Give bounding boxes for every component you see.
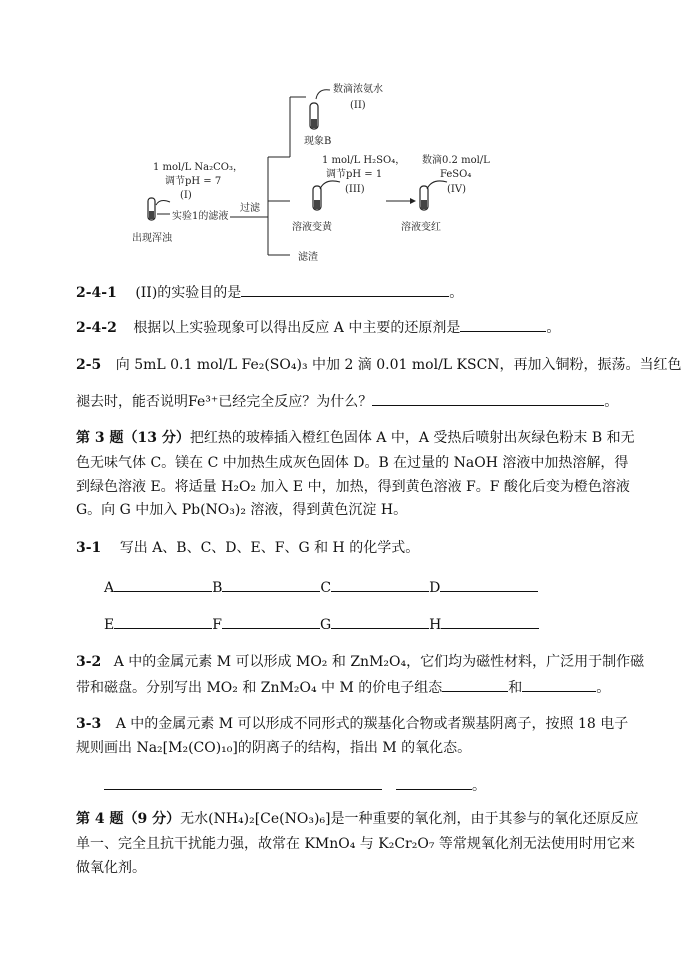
label-residue: 滤渣 — [298, 252, 318, 263]
question-text: 写出 A、B、C、D、E、F、G 和 H 的化学式。 — [119, 540, 420, 556]
question-2-4-2: 2-4-2 根据以上实验现象可以得出反应 A 中主要的还原剂是 。 — [76, 316, 560, 338]
question-3-line1: 第 3 题（13 分）把红热的玻棒插入橙红色固体 A 中，A 受热后喷射出灰绿色粉末 B 和无 — [76, 430, 635, 446]
label-feso4-1: 数滴0.2 mol/L — [422, 155, 490, 166]
answer-blank-a[interactable] — [114, 576, 212, 592]
question-number: 3-3 — [76, 716, 102, 732]
answer-blank-znm2o4[interactable] — [522, 676, 596, 692]
question-text: A 中的金属元素 M 可以形成不同形式的羰基化合物或者羰基阴离子，按照 18 电子 — [115, 716, 629, 732]
question-3-line3: 到绿色溶液 E。将适量 H₂O₂ 加入 E 中，加热，得到黄色溶液 F。F 酸化后变为橙色溶液 — [76, 479, 630, 495]
answer-blank-f[interactable] — [222, 613, 320, 629]
question-3-line4: G。向 G 中加入 Pb(NO₃)₂ 溶液，得到黄色沉淀 H。 — [76, 502, 408, 518]
question-3-3-answers: 。 — [104, 774, 486, 796]
question-4-line3: 做氧化剂。 — [76, 860, 146, 876]
label-phenomenon-b: 现象B — [304, 136, 332, 147]
question-4-line2: 单一、完全且抗干扰能力强，故常在 KMnO₄ 与 K₂Cr₂O₇ 等常规氧化剂无法使用时用它来 — [76, 836, 635, 852]
answer-row-2: E F G H — [104, 613, 539, 635]
question-3-3 — [76, 714, 628, 734]
test-tube-1 — [148, 198, 155, 220]
question-number: 3-2 — [76, 654, 102, 670]
reagent-arrow-1 — [156, 201, 170, 205]
question-3-1 — [76, 538, 419, 558]
question-2-4-1: 2-4-1 (II)的实验目的是 。 — [76, 281, 463, 303]
question-text: A 中的金属元素 M 可以形成 MO₂ 和 ZnM₂O₄，它们均为磁性材料，广泛用于制作磁 — [113, 654, 645, 670]
answer-blank-b[interactable] — [222, 576, 320, 592]
reagent-arrow-4 — [427, 181, 447, 189]
answer-blank-c[interactable] — [331, 576, 429, 592]
question-3-2-line2: 带和磁盘。分别写出 MO₂ 和 ZnM₂O₄ 中 M 的价电子组态 和 。 — [76, 676, 610, 698]
label-filter: 过滤 — [240, 203, 260, 214]
answer-blank-oxidation-state[interactable] — [396, 774, 472, 790]
answer-blank-structure[interactable] — [104, 774, 382, 790]
question-4-line1: 第 4 题（9 分）无水(NH₄)₂[Ce(NO₃)₆]是一种重要的氧化剂，由于其参与的氧化还原反应 — [76, 811, 639, 827]
question-3-3-line2: 规则画出 Na₂[M₂(CO)₁₀]的阴离子的结构，指出 M 的氧化态。 — [76, 740, 472, 756]
question-number: 3-1 — [76, 540, 102, 556]
reagent-arrow-3 — [320, 181, 340, 189]
label-red: 溶液变红 — [401, 222, 441, 233]
label-h2so4-2: 调节pH = 1 — [326, 169, 383, 180]
test-tube-4 — [420, 186, 428, 210]
question-text: (II)的实验目的是 — [135, 285, 242, 301]
test-tube-2 — [310, 103, 318, 129]
answer-row-1: A B C D — [104, 576, 538, 598]
question-3-2 — [76, 652, 644, 672]
label-h2so4-1: 1 mol/L H₂SO₄， — [322, 155, 406, 166]
question-number: 2-4-1 — [76, 285, 117, 301]
label-step1: (I) — [180, 190, 192, 201]
label-feso4-2: FeSO₄ — [440, 169, 472, 180]
answer-blank[interactable] — [460, 316, 546, 332]
question-4-heading: 第 4 题（9 分） — [76, 811, 181, 827]
label-ammonia: 数滴浓氨水 — [333, 84, 383, 95]
question-text: 根据以上实验现象可以得出反应 A 中主要的还原剂是 — [133, 320, 461, 336]
label-step4: (IV) — [447, 184, 466, 195]
answer-blank-mo2[interactable] — [442, 676, 508, 692]
question-3-line2: 色无味气体 C。镁在 C 中加热生成灰色固体 D。B 在过量的 NaOH 溶液中加热溶解，得 — [76, 455, 629, 471]
answer-blank-g[interactable] — [331, 613, 429, 629]
label-step3: (III) — [345, 184, 365, 195]
label-step2: (II) — [350, 100, 366, 111]
label-filtrate: 实验1的滤液 — [172, 211, 229, 222]
answer-blank[interactable] — [241, 281, 449, 297]
answer-blank-e[interactable] — [114, 613, 212, 629]
question-2-5-line2: 褪去时，能否说明Fe³⁺已经完全反应？为什么？ 。 — [76, 390, 618, 412]
reagent-arrow-2 — [316, 90, 330, 99]
answer-blank-h[interactable] — [441, 613, 539, 629]
answer-blank[interactable] — [372, 390, 604, 406]
question-number: 2-5 — [76, 357, 102, 373]
question-number: 2-4-2 — [76, 320, 117, 336]
question-text: 向 5mL 0.1 mol/L Fe₂(SO₄)₃ 中加 2 滴 0.01 mol/L KSCN，再加入铜粉，振荡。当红色 — [115, 357, 682, 373]
test-tube-3 — [313, 186, 321, 210]
question-3-heading: 第 3 题（13 分） — [76, 430, 190, 446]
label-yellow: 溶液变黄 — [292, 222, 332, 233]
label-turbid: 出现浑浊 — [132, 233, 172, 244]
label-na2co3-2: 调节pH = 7 — [165, 176, 222, 187]
experiment-diagram — [0, 0, 688, 270]
question-2-5 — [76, 355, 682, 375]
label-na2co3-1: 1 mol/L Na₂CO₃， — [153, 162, 244, 173]
answer-blank-d[interactable] — [440, 576, 538, 592]
